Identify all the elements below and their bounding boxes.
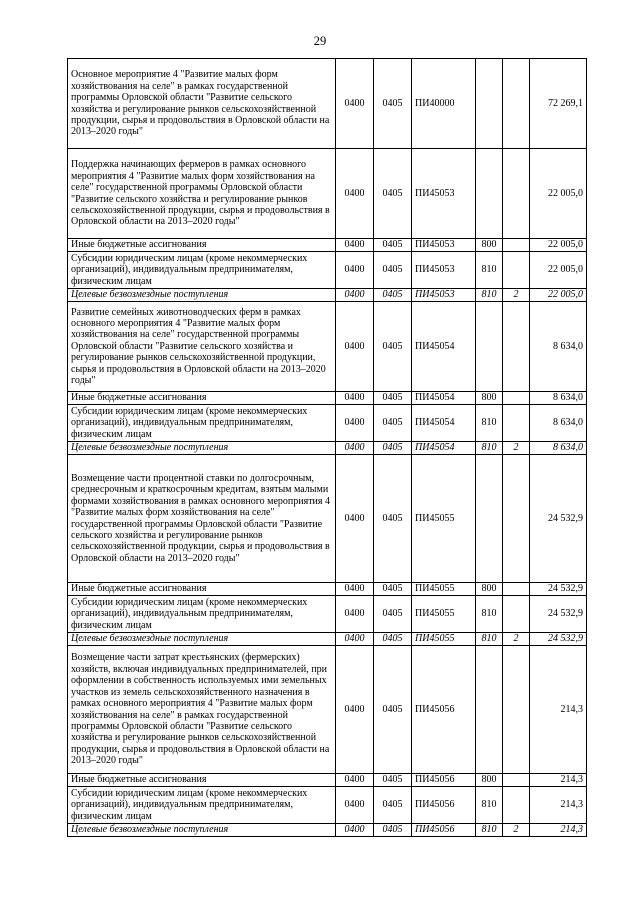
row-source-code: 2 [503, 289, 530, 302]
row-expense-type-code: 810 [476, 596, 503, 633]
row-amount: 72 269,1 [530, 59, 587, 149]
table-row [68, 596, 587, 633]
row-section-code: 0400 [336, 596, 374, 633]
row-target-article-code: ПИ45055 [412, 633, 476, 646]
row-amount: 214,3 [530, 824, 587, 837]
row-description: Субсидии юридическим лицам (кроме некоммерческих организаций), индивидуальным предпринимателям, физическим лицам [68, 405, 336, 442]
row-section-code: 0400 [336, 405, 374, 442]
row-target-article-code: ПИ45053 [412, 252, 476, 289]
row-target-article-code: ПИ45056 [412, 824, 476, 837]
row-section-code: 0400 [336, 239, 374, 252]
row-amount: 8 634,0 [530, 442, 587, 455]
row-description: Развитие семейных животноводческих ферм в рамках основного мероприятия 4 "Развитие малых форм хозяйствования на селе" государственной программы Орловской области "Развитие сельского хозяйства и регулирование рынков сельскохозяйственной продукции, сырья и продовольствия в Орловской области на 2013–2020 годы" [68, 302, 336, 392]
table-row [68, 442, 587, 455]
row-expense-type-code: 810 [476, 633, 503, 646]
table-row [68, 646, 587, 774]
row-description: Целевые безвозмездные поступления [68, 289, 336, 302]
budget-table [67, 58, 587, 837]
row-amount: 24 532,9 [530, 596, 587, 633]
row-subsection-code: 0405 [374, 149, 412, 239]
row-amount: 22 005,0 [530, 239, 587, 252]
row-subsection-code: 0405 [374, 302, 412, 392]
row-amount: 214,3 [530, 646, 587, 774]
row-target-article-code: ПИ45053 [412, 149, 476, 239]
row-description: Целевые безвозмездные поступления [68, 442, 336, 455]
row-description: Возмещение части затрат крестьянских (фермерских) хозяйств, включая индивидуальных предпринимателей, при оформлении в собственность используемых ими земельных участков из земель сельскохозяйственного назначения в рамках основного мероприятия 4 "Развитие малых форм хозяйствования на селе" в рамках государственной программы Орловской области "Развитие сельского хозяйства и регулирование рынков сельскохозяйственной продукции, сырья и продовольствия в Орловской области на 2013–2020 годы" [68, 646, 336, 774]
row-amount: 22 005,0 [530, 252, 587, 289]
table-row [68, 289, 587, 302]
row-subsection-code: 0405 [374, 252, 412, 289]
row-description: Иные бюджетные ассигнования [68, 392, 336, 405]
table-row [68, 787, 587, 824]
row-target-article-code: ПИ45056 [412, 646, 476, 774]
row-expense-type-code: 800 [476, 583, 503, 596]
row-target-article-code: ПИ45054 [412, 302, 476, 392]
row-section-code: 0400 [336, 646, 374, 774]
row-source-code [503, 239, 530, 252]
row-section-code: 0400 [336, 289, 374, 302]
row-subsection-code: 0405 [374, 392, 412, 405]
row-description: Целевые безвозмездные поступления [68, 633, 336, 646]
row-target-article-code: ПИ45053 [412, 239, 476, 252]
row-expense-type-code: 810 [476, 824, 503, 837]
table-row [68, 252, 587, 289]
row-description: Субсидии юридическим лицам (кроме некоммерческих организаций), индивидуальным предпринимателям, физическим лицам [68, 787, 336, 824]
row-source-code: 2 [503, 824, 530, 837]
row-expense-type-code: 810 [476, 442, 503, 455]
row-source-code [503, 59, 530, 149]
row-expense-type-code: 810 [476, 289, 503, 302]
row-subsection-code: 0405 [374, 596, 412, 633]
row-source-code [503, 583, 530, 596]
row-subsection-code: 0405 [374, 442, 412, 455]
row-section-code: 0400 [336, 583, 374, 596]
row-subsection-code: 0405 [374, 455, 412, 583]
row-description: Субсидии юридическим лицам (кроме некоммерческих организаций), индивидуальным предпринимателям, физическим лицам [68, 596, 336, 633]
table-row [68, 149, 587, 239]
table-row [68, 59, 587, 149]
table-row [68, 239, 587, 252]
row-amount: 24 532,9 [530, 583, 587, 596]
row-description: Иные бюджетные ассигнования [68, 583, 336, 596]
row-section-code: 0400 [336, 455, 374, 583]
row-amount: 22 005,0 [530, 149, 587, 239]
row-target-article-code: ПИ40000 [412, 59, 476, 149]
row-section-code: 0400 [336, 824, 374, 837]
table-row [68, 455, 587, 583]
row-subsection-code: 0405 [374, 59, 412, 149]
row-subsection-code: 0405 [374, 239, 412, 252]
row-target-article-code: ПИ45055 [412, 596, 476, 633]
row-target-article-code: ПИ45055 [412, 583, 476, 596]
row-target-article-code: ПИ45056 [412, 774, 476, 787]
row-section-code: 0400 [336, 633, 374, 646]
table-row [68, 405, 587, 442]
budget-table-body [68, 59, 587, 837]
row-expense-type-code [476, 455, 503, 583]
row-description: Основное мероприятие 4 "Развитие малых форм хозяйствования на селе" в рамках государственной программы Орловской области "Развитие сельского хозяйства и регулирование рынков сельскохозяйственной продукции, сырья и продовольствия в Орловской области на 2013–2020 годы" [68, 59, 336, 149]
row-amount: 214,3 [530, 787, 587, 824]
row-expense-type-code: 800 [476, 392, 503, 405]
row-description: Иные бюджетные ассигнования [68, 774, 336, 787]
row-source-code [503, 392, 530, 405]
row-expense-type-code [476, 646, 503, 774]
row-subsection-code: 0405 [374, 633, 412, 646]
row-expense-type-code: 810 [476, 252, 503, 289]
row-target-article-code: ПИ45056 [412, 787, 476, 824]
row-description: Иные бюджетные ассигнования [68, 239, 336, 252]
row-source-code [503, 787, 530, 824]
row-source-code [503, 596, 530, 633]
row-source-code [503, 455, 530, 583]
row-description: Целевые безвозмездные поступления [68, 824, 336, 837]
row-section-code: 0400 [336, 252, 374, 289]
row-amount: 24 532,9 [530, 455, 587, 583]
row-source-code: 2 [503, 633, 530, 646]
row-subsection-code: 0405 [374, 646, 412, 774]
table-row [68, 774, 587, 787]
row-subsection-code: 0405 [374, 787, 412, 824]
page-number: 29 [313, 34, 327, 48]
row-source-code [503, 405, 530, 442]
row-source-code [503, 149, 530, 239]
row-section-code: 0400 [336, 149, 374, 239]
row-subsection-code: 0405 [374, 774, 412, 787]
row-amount: 214,3 [530, 774, 587, 787]
row-description: Субсидии юридическим лицам (кроме некоммерческих организаций), индивидуальным предпринимателям, физическим лицам [68, 252, 336, 289]
row-amount: 22 005,0 [530, 289, 587, 302]
table-row [68, 583, 587, 596]
row-source-code [503, 302, 530, 392]
row-expense-type-code: 800 [476, 774, 503, 787]
table-row [68, 302, 587, 392]
row-description: Поддержка начинающих фермеров в рамках основного мероприятия 4 "Развитие малых форм хозяйствования на селе" государственной программы Орловской области "Развитие сельского хозяйства и регулирование рынков сельскохозяйственной продукции, сырья и продовольствия в Орловской области на 2013–2020 годы" [68, 149, 336, 239]
row-target-article-code: ПИ45054 [412, 442, 476, 455]
row-source-code: 2 [503, 442, 530, 455]
row-expense-type-code [476, 59, 503, 149]
row-section-code: 0400 [336, 787, 374, 824]
row-source-code [503, 252, 530, 289]
row-section-code: 0400 [336, 302, 374, 392]
row-expense-type-code [476, 302, 503, 392]
row-target-article-code: ПИ45055 [412, 455, 476, 583]
row-section-code: 0400 [336, 774, 374, 787]
row-amount: 8 634,0 [530, 405, 587, 442]
table-row [68, 824, 587, 837]
row-source-code [503, 774, 530, 787]
row-amount: 24 532,9 [530, 633, 587, 646]
row-expense-type-code: 810 [476, 405, 503, 442]
row-subsection-code: 0405 [374, 405, 412, 442]
row-section-code: 0400 [336, 392, 374, 405]
row-expense-type-code [476, 149, 503, 239]
row-target-article-code: ПИ45054 [412, 392, 476, 405]
row-amount: 8 634,0 [530, 392, 587, 405]
table-row [68, 633, 587, 646]
row-source-code [503, 646, 530, 774]
row-subsection-code: 0405 [374, 583, 412, 596]
row-amount: 8 634,0 [530, 302, 587, 392]
row-subsection-code: 0405 [374, 824, 412, 837]
row-expense-type-code: 810 [476, 787, 503, 824]
row-target-article-code: ПИ45053 [412, 289, 476, 302]
row-expense-type-code: 800 [476, 239, 503, 252]
row-subsection-code: 0405 [374, 289, 412, 302]
row-target-article-code: ПИ45054 [412, 405, 476, 442]
row-section-code: 0400 [336, 59, 374, 149]
row-description: Возмещение части процентной ставки по долгосрочным, среднесрочным и краткосрочным кредитам, взятым малыми формами хозяйствования в рамках основного мероприятия 4 "Развитие малых форм хозяйствования на селе" государственной программы Орловской области "Развитие сельского хозяйства и регулирование рынков сельскохозяйственной продукции, сырья и продовольствия в Орловской области на 2013–2020 годы" [68, 455, 336, 583]
row-section-code: 0400 [336, 442, 374, 455]
table-row [68, 392, 587, 405]
